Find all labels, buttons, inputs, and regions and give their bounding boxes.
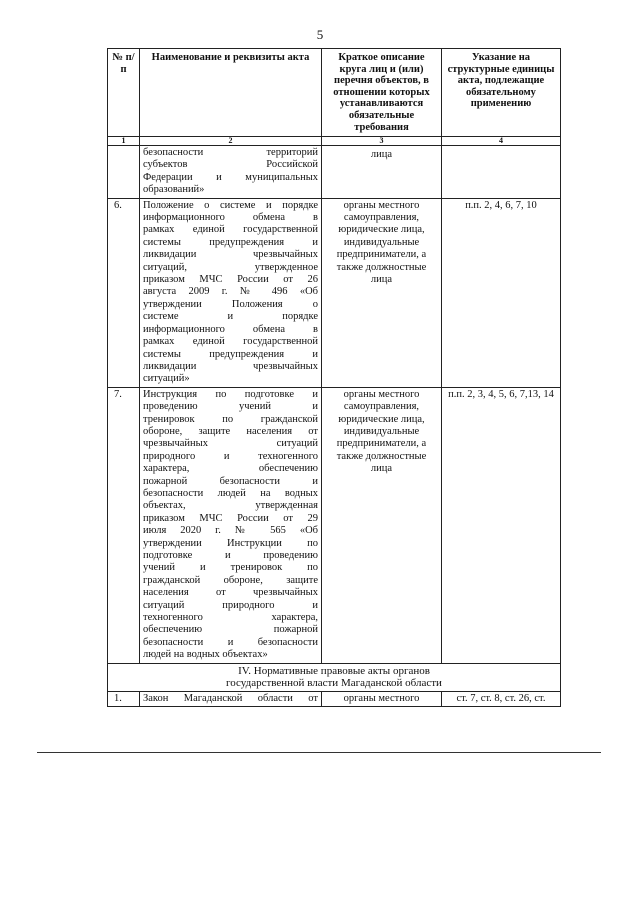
text-line: объектах, утвержденная	[143, 500, 318, 512]
text-line: характера, обеспечению	[143, 463, 318, 475]
text-line: образований»	[143, 184, 205, 196]
text-line: обеспечению пожарной	[143, 624, 318, 636]
persons-cell: лица	[322, 146, 442, 199]
text-line: ситуаций природного и	[143, 599, 318, 611]
header-act-name: Наименование и реквизиты акта	[140, 49, 322, 137]
act-name-cell	[140, 198, 322, 387]
text-line: системы предупреждения и	[143, 348, 318, 360]
table-row-1	[108, 691, 561, 706]
text-line: утверждении Положения о	[143, 298, 318, 310]
text-line: информационного обмена в	[143, 212, 318, 224]
text-line: информационного обмена в	[143, 323, 318, 335]
act-name-cell	[140, 146, 322, 199]
text-line: ситуаций, утвержденное	[143, 261, 318, 273]
text-line: Федерации и муниципальных	[143, 171, 318, 183]
text-line: людей на водных объектах»	[143, 649, 268, 661]
text-line: природного и техногенного	[143, 450, 318, 462]
text-line: чрезвычайных ситуаций	[143, 438, 318, 450]
table-row-6	[108, 198, 561, 387]
page-number: 5	[316, 27, 324, 42]
column-index: 2	[140, 137, 322, 146]
header-units: Указание на структурные единицы акта, подлежащие обязательному применению	[442, 49, 561, 137]
text-line: населения от чрезвычайных	[143, 587, 318, 599]
horizontal-rule	[37, 752, 601, 753]
act-name-cell	[140, 387, 322, 663]
text-line: рамках единой государственной	[143, 336, 318, 348]
act-name-cell: Закон Магаданской области от	[140, 691, 322, 706]
text-line: безопасности территорий	[143, 147, 318, 158]
section-heading-row	[108, 663, 561, 691]
column-index-row	[108, 137, 561, 146]
section-heading	[108, 663, 561, 691]
section-heading-text: IV. Нормативные правовые акты органов государственной власти Магаданской области	[226, 664, 442, 690]
text-line: утверждении Инструкции по	[143, 537, 318, 549]
header-number: № п/п	[108, 49, 140, 137]
text-line: Положение о системе и порядке	[143, 199, 318, 211]
units-cell: п.п. 2, 3, 4, 5, 6, 7,13, 14	[442, 387, 561, 663]
persons-cell: органы местного самоуправления, юридические лица, индивидуальные предприниматели, а также должностные лица	[322, 198, 442, 387]
text-line: пожарной безопасности и	[143, 475, 318, 487]
text-line: проведению учений и	[143, 401, 318, 413]
column-index: 1	[108, 137, 140, 146]
text-line: рамках единой государственной	[143, 224, 318, 236]
text-line: подготовке и проведению	[143, 550, 318, 561]
units-cell: ст. 7, ст. 8, ст. 26, ст.	[442, 691, 561, 706]
text-line: тренировок по гражданской	[143, 413, 318, 425]
row-number: 7.	[108, 387, 140, 663]
row-number: 6.	[108, 198, 140, 387]
text-line: субъектов Российской	[143, 159, 318, 171]
text-line: системы предупреждения и	[143, 236, 318, 248]
table-row-continuation	[108, 146, 561, 199]
text-line: июля 2020 г. № 565 «Об	[143, 525, 318, 537]
text-line: техногенного характера,	[143, 612, 318, 624]
text-line: ситуаций»	[143, 373, 190, 385]
text-line: системе и порядке	[143, 311, 318, 323]
persons-cell: органы местного самоуправления, юридические лица, индивидуальные предприниматели, а также должностные лица	[322, 387, 442, 663]
row-number	[108, 146, 140, 199]
text-line: Инструкция по подготовке и	[143, 388, 318, 400]
text-line: приказом МЧС России от 29	[143, 512, 318, 524]
persons-cell: органы местного	[322, 691, 442, 706]
units-cell: п.п. 2, 4, 6, 7, 10	[442, 198, 561, 387]
text-line: безопасности людей на водных	[143, 487, 318, 499]
table-header-row	[108, 49, 561, 137]
table-row-7	[108, 387, 561, 663]
text-line: гражданской обороне, защите	[143, 574, 318, 586]
text-line: ликвидации чрезвычайных	[143, 249, 318, 261]
text-line: учений и тренировок по	[143, 562, 318, 574]
text-line: приказом МЧС России от 26	[143, 274, 318, 286]
text-line: ликвидации чрезвычайных	[143, 360, 318, 372]
column-index: 4	[442, 137, 561, 146]
text-line: безопасности и безопасности	[143, 636, 318, 648]
text-line: августа 2009 г. № 496 «Об	[143, 286, 318, 298]
text-line: обороне, защите населения от	[143, 425, 318, 437]
units-cell	[442, 146, 561, 199]
row-number: 1.	[108, 691, 140, 706]
header-persons: Краткое описание круга лиц и (или) перечня объектов, в отношении которых устанавливаются обязательные требования	[322, 49, 442, 137]
column-index: 3	[322, 137, 442, 146]
requirements-table	[107, 48, 561, 707]
